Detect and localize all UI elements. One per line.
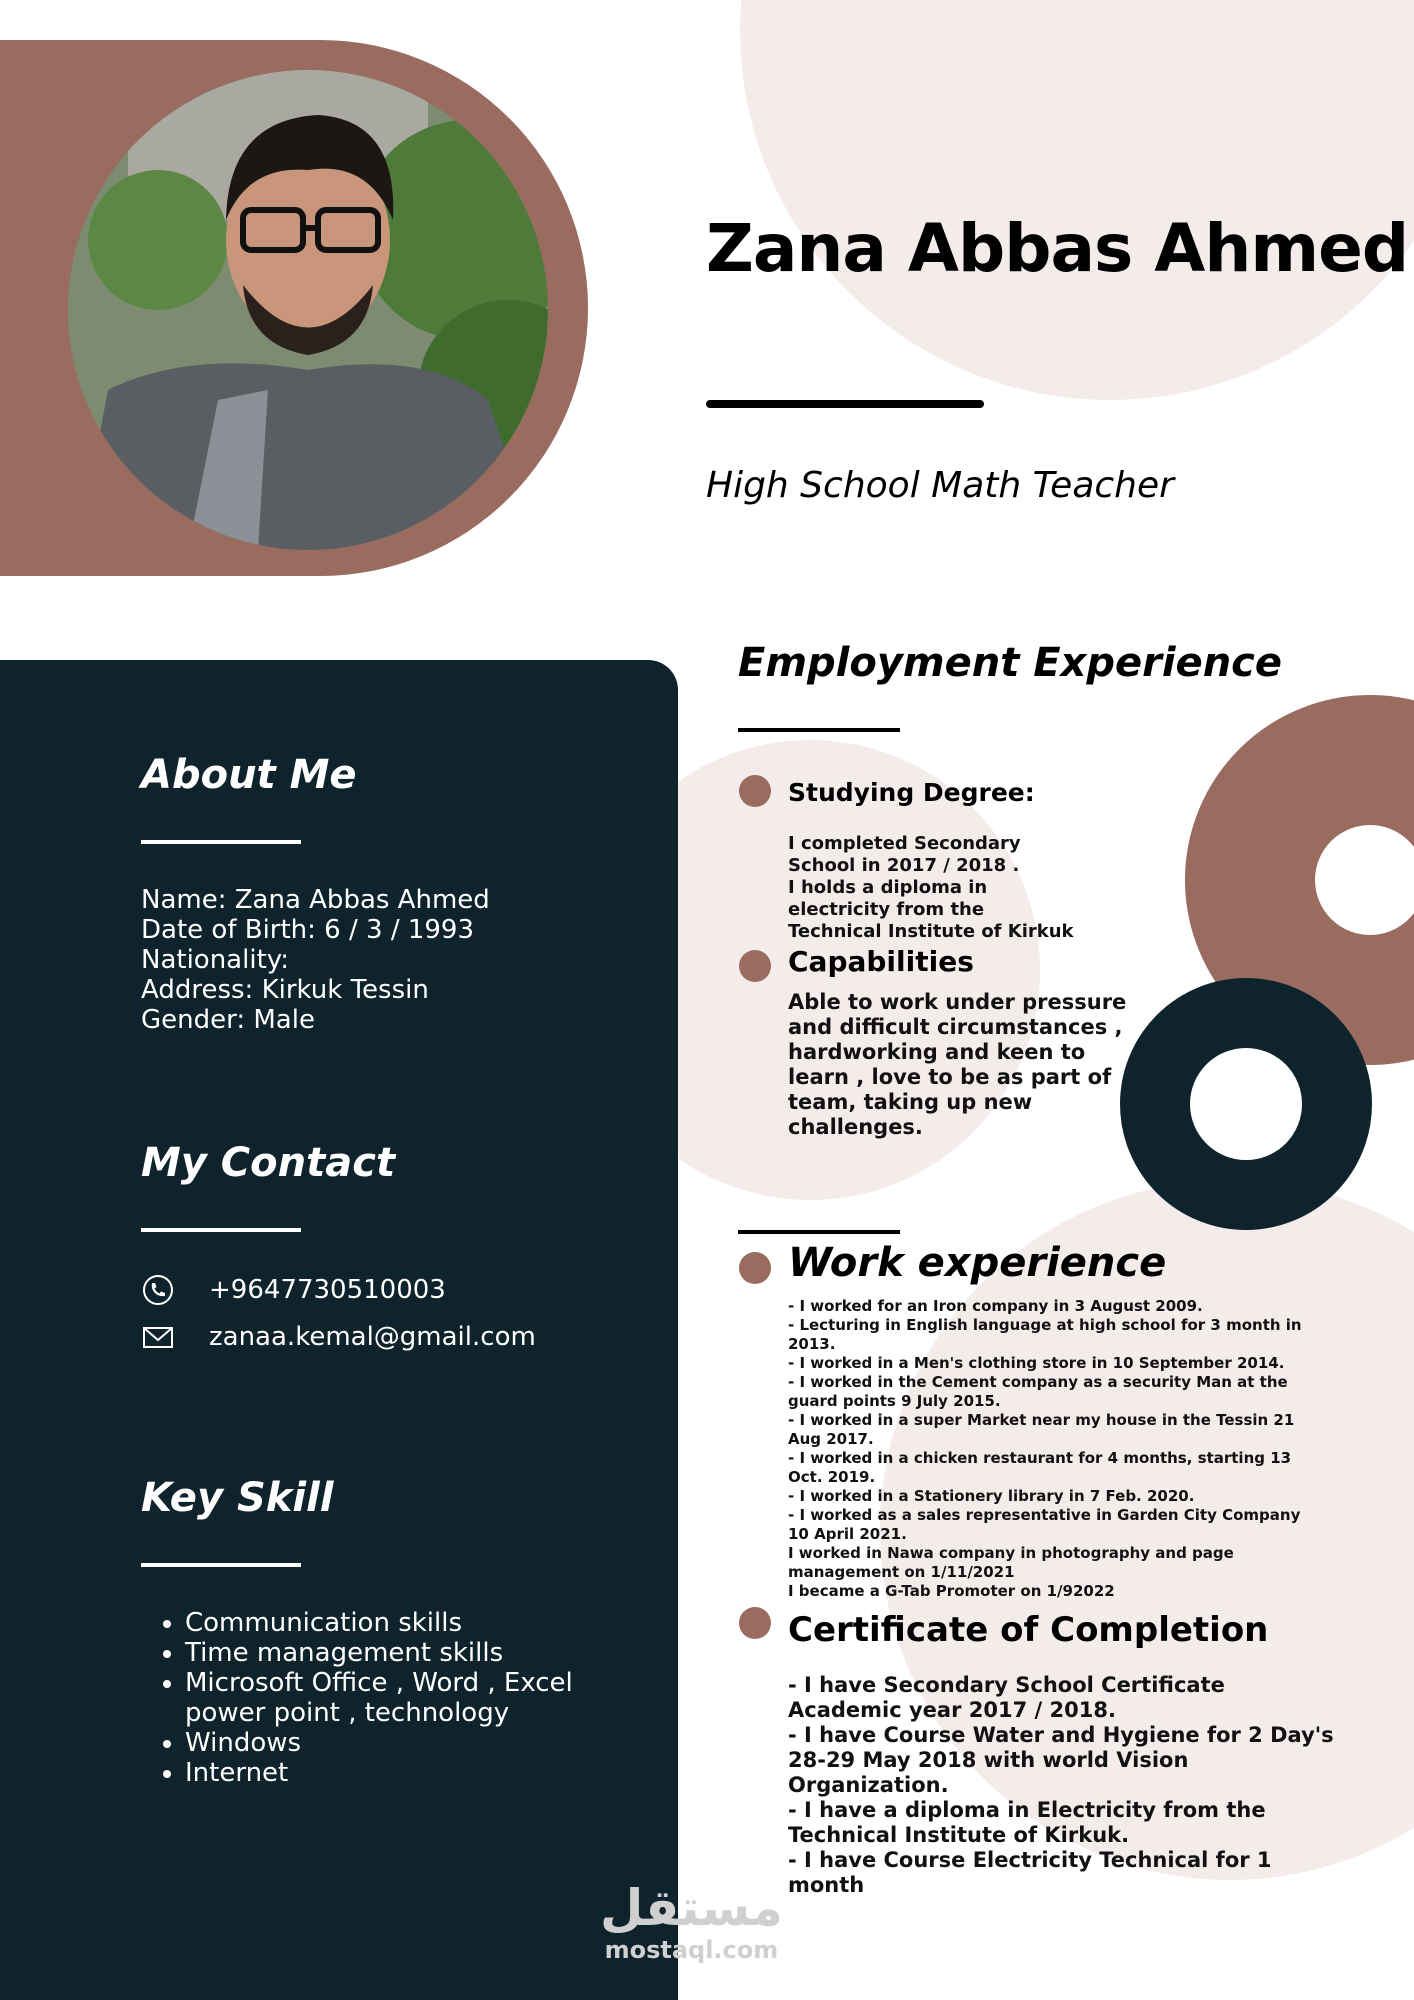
- degree-line: electricity from the: [788, 899, 985, 920]
- about-divider: [141, 840, 301, 844]
- certificate-line: 28-29 May 2018 with world Vision: [788, 1748, 1189, 1772]
- contact-phone-row: [141, 1273, 446, 1307]
- work-details: [788, 1297, 1302, 1601]
- skill-item: • Windows: [185, 1728, 685, 1758]
- work-line: - I worked in a super Market near my house in the Tessin 21: [788, 1411, 1295, 1429]
- certificate-line: - I have Course Water and Hygiene for 2 Day's: [788, 1723, 1334, 1747]
- skills-list: [141, 1608, 685, 1788]
- skills-divider: [141, 1563, 301, 1567]
- job-title: High School Math Teacher: [706, 465, 1174, 506]
- work-line: - I worked for an Iron company in 3 August 2009.: [788, 1297, 1203, 1315]
- certificate-line: month: [788, 1873, 865, 1897]
- about-heading: About Me: [141, 752, 357, 798]
- decor-navy-ring: [1120, 978, 1372, 1230]
- name-divider: [706, 400, 984, 408]
- about-line: Date of Birth: 6 / 3 / 1993: [141, 915, 475, 945]
- contact-heading: My Contact: [141, 1140, 396, 1186]
- skill-item-line: power point , technology: [185, 1698, 510, 1728]
- work-divider: [738, 1230, 900, 1234]
- skills-heading: Key Skill: [141, 1475, 334, 1521]
- work-line: - I worked in a Men's clothing store in 10 September 2014.: [788, 1354, 1285, 1372]
- degree-heading: Studying Degree:: [788, 778, 1035, 807]
- work-line: 10 April 2021.: [788, 1525, 907, 1543]
- capabilities-bullet: [739, 950, 771, 982]
- capabilities-line: challenges.: [788, 1115, 923, 1139]
- phone-icon: [141, 1273, 175, 1307]
- portrait-illustration: [68, 70, 548, 550]
- contact-email: zanaa.kemal@gmail.com: [209, 1322, 536, 1352]
- envelope-icon: [141, 1320, 175, 1354]
- work-line: - I worked in the Cement company as a security Man at the: [788, 1373, 1288, 1391]
- work-line: - I worked in a chicken restaurant for 4 months, starting 13: [788, 1449, 1292, 1467]
- about-line: Name: Zana Abbas Ahmed: [141, 885, 490, 915]
- work-line: 2013.: [788, 1335, 836, 1353]
- certificate-line: Organization.: [788, 1773, 949, 1797]
- work-line: Oct. 2019.: [788, 1468, 876, 1486]
- certificate-line: - I have Secondary School Certificate: [788, 1673, 1225, 1697]
- work-line: I became a G-Tab Promoter on 1/92022: [788, 1582, 1115, 1600]
- work-line: I worked in Nawa company in photography and page: [788, 1544, 1234, 1562]
- certificate-line: - I have a diploma in Electricity from the: [788, 1798, 1266, 1822]
- about-line: Nationality:: [141, 945, 290, 975]
- work-line: - I worked as a sales representative in Garden City Company: [788, 1506, 1301, 1524]
- portrait-photo: [68, 70, 548, 550]
- employment-divider: [738, 728, 900, 732]
- degree-line: I completed Secondary: [788, 833, 1021, 854]
- degree-bullet: [739, 775, 771, 807]
- skill-item: [185, 1668, 685, 1728]
- certificate-line: - I have Course Electricity Technical for 1: [788, 1848, 1272, 1872]
- work-line: management on 1/11/2021: [788, 1563, 1015, 1581]
- candidate-name: Zana Abbas Ahmed: [706, 210, 1409, 287]
- skill-item: • Communication skills: [185, 1608, 685, 1638]
- capabilities-line: learn , love to be as part of: [788, 1065, 1112, 1089]
- capabilities-line: hardworking and keen to: [788, 1040, 1086, 1064]
- capabilities-heading: Capabilities: [788, 945, 974, 978]
- work-line: - I worked in a Stationery library in 7 Feb. 2020.: [788, 1487, 1195, 1505]
- employment-heading: Employment Experience: [738, 640, 1283, 686]
- skill-item: • Time management skills: [185, 1638, 685, 1668]
- capabilities-line: Able to work under pressure: [788, 990, 1127, 1014]
- work-line: - Lecturing in English language at high school for 3 month in: [788, 1316, 1302, 1334]
- certificate-line: Technical Institute of Kirkuk.: [788, 1823, 1130, 1847]
- certificate-heading: Certificate of Completion: [788, 1610, 1269, 1650]
- certificate-line: Academic year 2017 / 2018.: [788, 1698, 1116, 1722]
- decor-circle-top-right: [740, 0, 1414, 400]
- work-line: Aug 2017.: [788, 1430, 874, 1448]
- degree-line: I holds a diploma in: [788, 877, 988, 898]
- certificate-details: [788, 1673, 1334, 1898]
- work-line: guard points 9 July 2015.: [788, 1392, 1001, 1410]
- about-line: Gender: Male: [141, 1005, 315, 1035]
- contact-email-row: [141, 1320, 536, 1354]
- skill-item-line: Microsoft Office , Word , Excel: [185, 1668, 573, 1698]
- about-line: Address: Kirkuk Tessin: [141, 975, 429, 1005]
- watermark-arabic: مستقل: [600, 1879, 783, 1937]
- degree-details: [788, 833, 1074, 943]
- contact-phone: +9647730510003: [209, 1275, 446, 1305]
- watermark: [600, 1880, 783, 1964]
- about-details: [141, 885, 490, 1035]
- degree-line: School in 2017 / 2018 .: [788, 855, 1020, 876]
- contact-divider: [141, 1228, 301, 1232]
- work-heading: Work experience: [788, 1240, 1167, 1286]
- watermark-latin: mostaql.com: [604, 1936, 779, 1964]
- certificate-bullet: [739, 1607, 771, 1639]
- work-bullet: [739, 1252, 771, 1284]
- capabilities-details: [788, 990, 1126, 1140]
- degree-line: Technical Institute of Kirkuk: [788, 921, 1074, 942]
- skill-item: • Internet: [185, 1758, 685, 1788]
- capabilities-line: and difficult circumstances ,: [788, 1015, 1123, 1039]
- capabilities-line: team, taking up new: [788, 1090, 1033, 1114]
